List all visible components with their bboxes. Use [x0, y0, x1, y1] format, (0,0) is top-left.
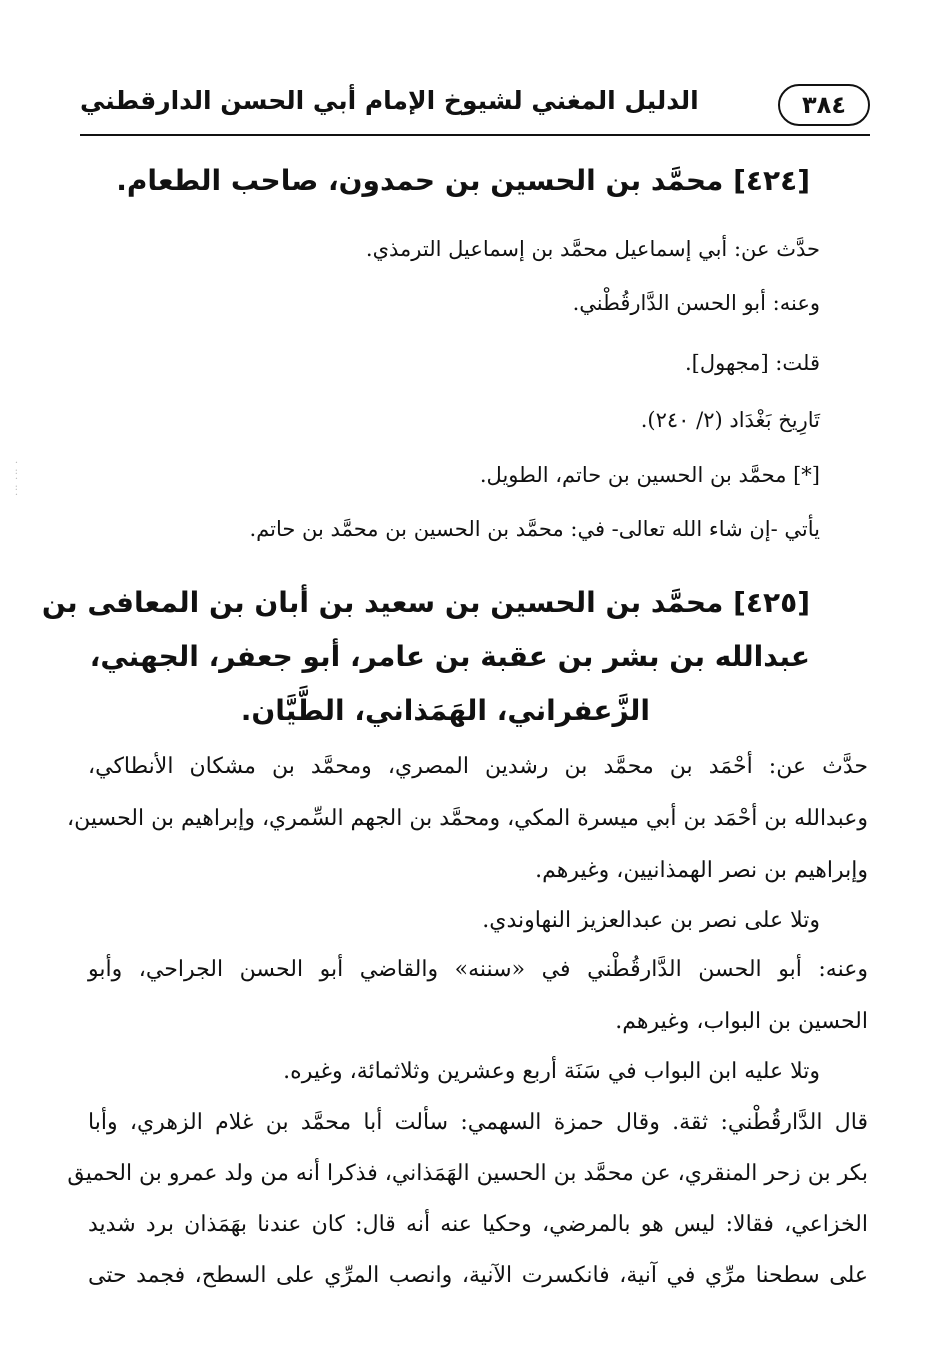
entry-425-heading-line: عبدالله بن بشر بن عقبة بن عامر، أبو جعفر، الجهني،: [89, 640, 810, 673]
entry-425-text-line: على سطحنا مرِّي في آنية، فانكسرت الآنية، وانصب المرِّي على السطح، فجمد حتى: [88, 1263, 868, 1288]
entry-424-line: قلت: [مجهول].: [684, 351, 820, 375]
entry-425-text-line: وتلا على نصر بن عبدالعزيز النهاوندي.: [482, 908, 820, 933]
scan-margin-noise: · : · : ·: [14, 458, 18, 501]
entry-425-text-line: الحسين بن البواب، وغيرهم.: [615, 1009, 868, 1034]
running-title: الدليل المغني لشيوخ الإمام أبي الحسن الدارقطني: [80, 86, 699, 115]
entry-424-line: وعنه: أبو الحسن الدَّارقُطْني.: [572, 291, 820, 315]
entry-425-text-line: حدَّث عن: أحْمَد بن محمَّد بن رشدين المصري، ومحمَّد بن مشكان الأنطاكي،: [88, 754, 868, 779]
entry-425-text-line: قال الدَّارقُطْني: ثقة. وقال حمزة السهمي: سألت أبا محمَّد بن غلام الزهري، وأبا: [88, 1110, 868, 1135]
entry-424-line: حدَّث عن: أبي إسماعيل محمَّد بن إسماعيل الترمذي.: [365, 237, 820, 261]
entry-424-line: [*] محمَّد بن الحسين بن حاتم، الطويل.: [479, 463, 820, 487]
entry-425-text-line: بكر بن زحر المنقري، عن محمَّد بن الحسين الهَمَذاني، فذكرا أنه من ولد عمرو بن الحميق: [67, 1161, 868, 1186]
entry-425-text-line: وإبراهيم بن نصر الهمذانيين، وغيرهم.: [535, 858, 868, 883]
header-divider: [80, 134, 870, 136]
entry-425-text-line: وعبدالله بن أحْمَد بن أبي ميسرة المكي، ومحمَّد بن الجهم السِّمري، وإبراهيم بن الحسين،: [66, 806, 868, 831]
entry-424-heading: [٤٢٤] محمَّد بن الحسين بن حمدون، صاحب الطعام.: [116, 164, 810, 197]
entry-425-text-line: وتلا عليه ابن البواب في سَنَة أربع وعشرين وثلاثمائة، وغيره.: [283, 1059, 820, 1084]
entry-424-line: يأتي -إن شاء الله تعالى- في: محمَّد بن الحسين بن محمَّد بن حاتم.: [249, 517, 820, 541]
page-number-text: ٣٨٤: [802, 91, 846, 119]
entry-425-heading-line: [٤٢٥] محمَّد بن الحسين بن سعيد بن أبان بن المعافى بن: [41, 586, 810, 619]
page-header: [80, 82, 870, 134]
entry-425-text-line: وعنه: أبو الحسن الدَّارقُطْني في «سننه» والقاضي أبو الحسن الجراحي، وأبو: [88, 957, 868, 982]
entry-424-line: تَارِيخ بَغْدَاد (٢/ ٢٤٠).: [640, 408, 820, 432]
entry-425-text-line: الخزاعي، فقالا: ليس هو بالمرضي، وحكيا عنه أنه قال: كان عندنا بهَمَذان برد شديد: [88, 1212, 868, 1237]
entry-425-heading-line: الزَّعفراني، الهَمَذاني، الطَّيَّان.: [240, 694, 650, 727]
page-number: [778, 84, 870, 126]
